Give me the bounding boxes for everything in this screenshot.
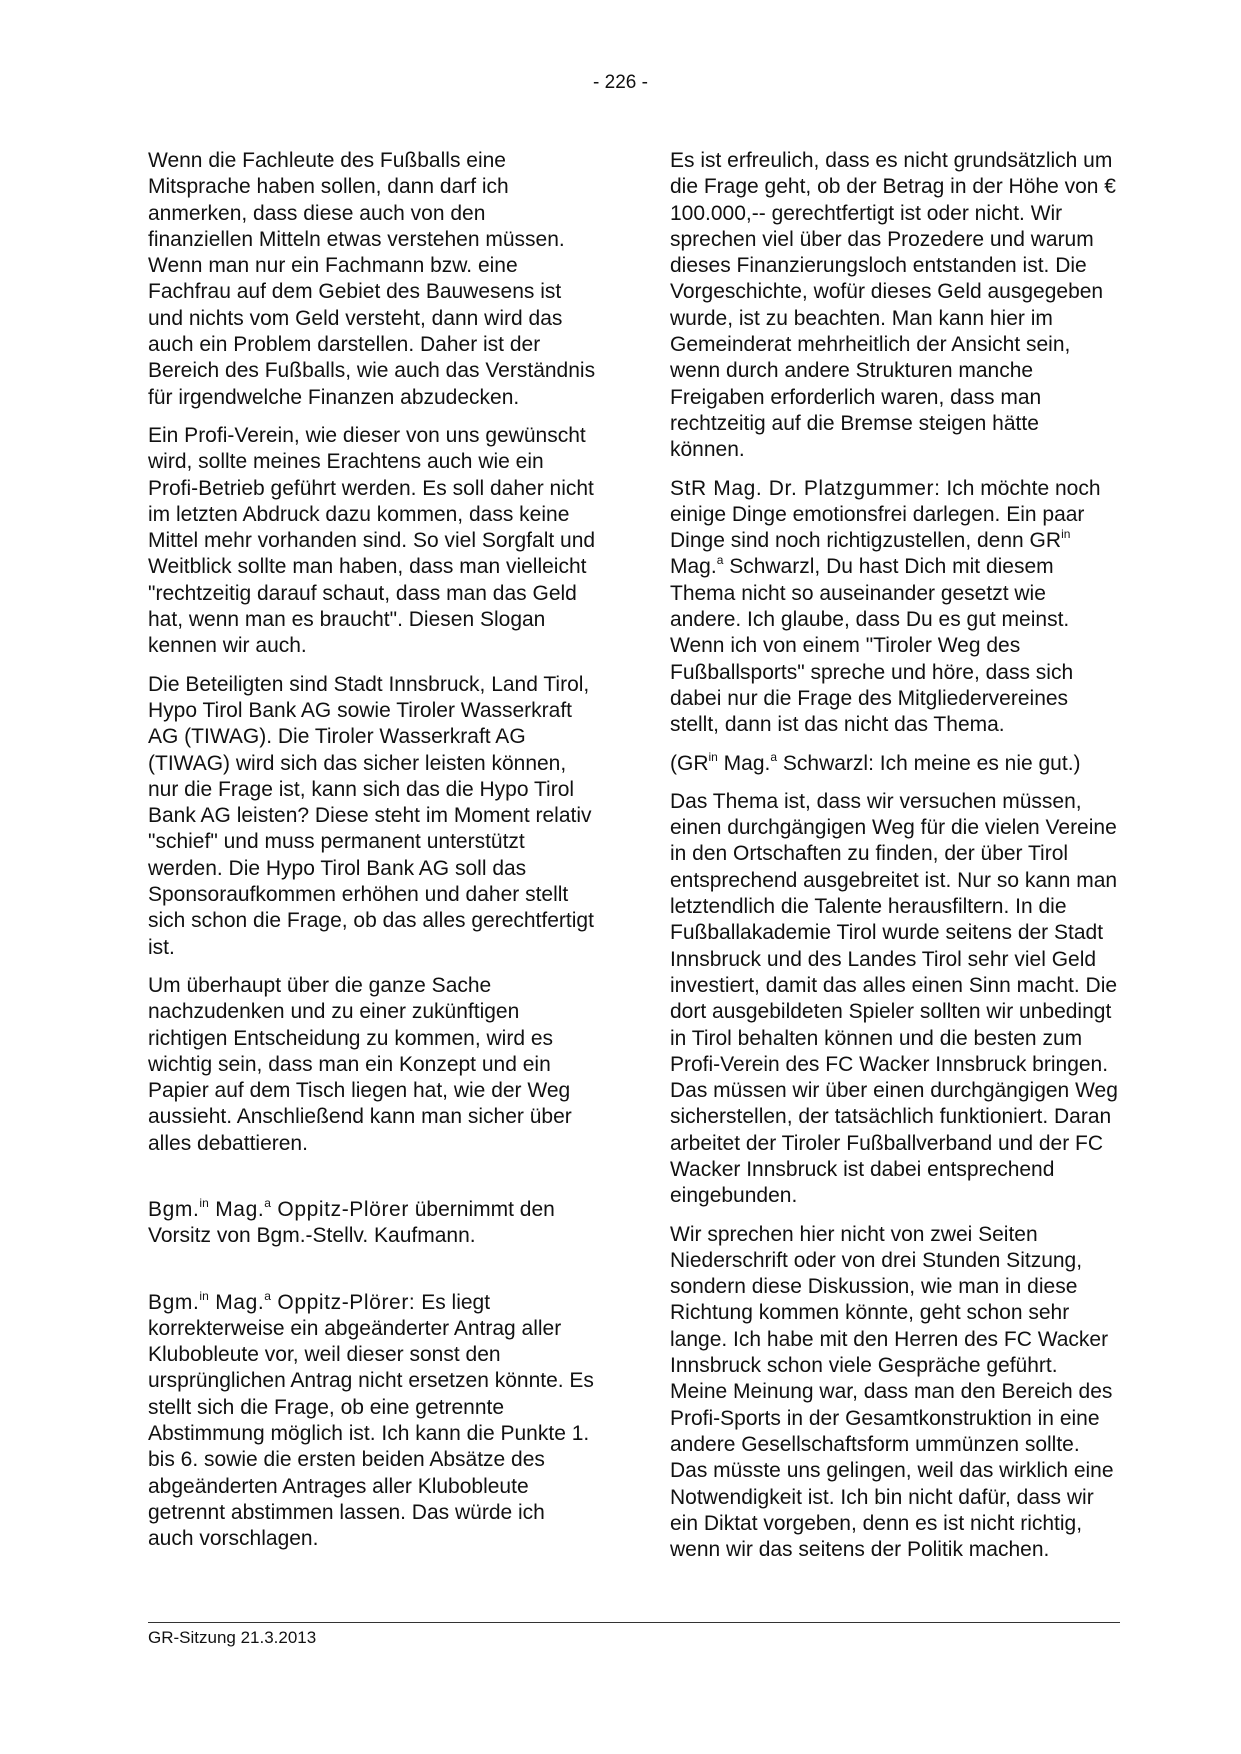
paragraph-text: Mag. [717,751,771,775]
superscript: in [1061,527,1071,542]
paragraph: Ein Profi-Verein, wie dieser von uns gewünscht wird, sollte meines Erachtens auch wie ein Profi-Betrieb geführt werden. Es soll daher nicht im letzten Abdruck dazu kommen, dass keine Mittel mehr vorhanden sind. So viel Sorgfalt und Weitblick sollte man haben, dass man vielleicht "rechtzeitig darauf schaut, dass man das Geld hat, wenn man es braucht". Diesen Slogan kennen wir auch. [148,423,596,658]
paragraph-text: Schwarzl, Du hast Dich mit diesem Thema nicht so auseinander gesetzt wie andere. Ich glaube, dass Du es gut meinst. Wenn ich von einem "Tiroler Weg des Fußballsports" spreche und höre, dass sich dabei nur die Frage des Mitgliedervereines stellt, dann ist das nicht das Thema. [670,555,1074,737]
left-column [148,148,596,1565]
speaker-name: Oppitz-Plörer: [270,1290,416,1314]
right-column [670,148,1118,1575]
footer-divider [148,1622,1120,1623]
superscript: in [199,1288,209,1303]
paragraph-text: Schwarzl: Ich meine es nie gut.) [777,751,1081,775]
page-number: - 226 - [593,72,648,93]
superscript: a [264,1195,271,1210]
speaker-name: StR Mag. Dr. Platzgummer: [670,476,941,500]
chair-change-note [148,1197,596,1250]
footer: GR-Sitzung 21.3.2013 [148,1628,317,1647]
paragraph-text: (GR [670,751,709,775]
paragraph: Es ist erfreulich, dass es nicht grundsätzlich um die Frage geht, ob der Betrag in der Höhe von € 100.000,-- gerechtfertigt ist oder nicht. Wir sprechen viel über das Prozedere und warum dieses Finanzierungsloch entstanden ist. Die Vorgeschichte, wofür dieses Geld ausgegeben wurde, ist zu beachten. Man kann hier im Gemeinderat mehrheitlich der Ansicht sein, wenn durch andere Strukturen manche Freigaben erforderlich waren, dass man rechtzeitig auf die Bremse steigen hätte können. [670,149,1116,462]
paragraph: Um überhaupt über die ganze Sache nachzudenken und zu einer zukünftigen richtigen Entscheidung zu kommen, wird es wichtig sein, dass man ein Konzept und ein Papier auf dem Tisch liegen hat, wie der Weg aussieht. Anschließend kann man sicher über alles debattieren. [148,973,572,1155]
paragraph-text: Mag. [670,555,717,579]
speaker-title: Mag. [208,1197,265,1221]
paragraph: Wenn die Fachleute des Fußballs eine Mitsprache haben sollen, dann darf ich anmerken, dass diese auch von den finanziellen Mitteln etwas verstehen müssen. Wenn man nur ein Fachmann bzw. eine Fachfrau auf dem Gebiet des Bauwesens ist und nichts vom Geld versteht, dann wird das auch ein Problem darstellen. Daher ist der Bereich des Fußballs, wie auch das Verständnis für irgendwelche Finanzen abzudecken. [148,149,596,409]
superscript: a [770,749,778,764]
speaker-name: Oppitz-Plörer [270,1197,409,1221]
paragraph-text: Es liegt korrekterweise ein abgeänderter Antrag aller Klubobleute vor, weil dieser sonst den ursprünglichen Antrag nicht ersetzen könnte. Es stellt sich die Frage, ob eine getrennte Abstimmung möglich ist. Ich kann die Punkte 1. bis 6. sowie die ersten beiden Absätze des abgeänderten Antrages aller Klubobleute getrennt abstimmen lassen. Das würde ich auch vorschlagen. [148,1290,594,1551]
speaker-title: Mag. [208,1290,265,1314]
speaker-title: Bgm. [148,1290,200,1314]
paragraph-text: Ich möchte noch einige Dinge emotionsfrei darlegen. Ein paar Dinge sind noch richtigzustellen, denn GR [670,476,1101,553]
superscript: a [716,553,724,568]
paragraph: Das Thema ist, dass wir versuchen müssen, einen durchgängigen Weg für die vielen Vereine in den Ortschaften zu finden, der über Tirol entsprechend ausgebreitet ist. Nur so kann man letztendlich die Talente herausfiltern. In die Fußballakademie Tirol wurde seitens der Stadt Innsbruck und des Landes Tirol sehr viel Geld investiert, damit das alles einen Sinn macht. Die dort ausgebildeten Spieler sollten wir unbedingt in Tirol behalten können und die besten zum Profi-Verein des FC Wacker Innsbruck bringen. Das müssen wir über einen durchgängigen Weg sicherstellen, der tatsächlich funktioniert. Daran arbeitet der Tiroler Fußballverband und der FC Wacker Innsbruck ist dabei entsprechend eingebunden. [670,789,1118,1208]
paragraph-text: übernimmt den Vorsitz von Bgm.-Stellv. Kaufmann. [148,1197,555,1248]
superscript: a [264,1288,271,1303]
paragraph: Wir sprechen hier nicht von zwei Seiten Niederschrift oder von drei Stunden Sitzung, sondern diese Diskussion, wie man in diese Richtung kommen könnte, geht schon sehr lange. Ich habe mit den Herren des FC Wacker Innsbruck schon viele Gespräche geführt. Meine Meinung war, dass man den Bereich des Profi-Sports in der Gesamtkonstruktion in eine andere Gesellschaftsform ummünzen sollte. Das müsste uns gelingen, weil das wirklich eine Notwendigkeit ist. Ich bin nicht dafür, dass wir ein Diktat vorgeben, denn es ist nicht richtig, wenn wir das seitens der Politik machen. [670,1222,1114,1562]
superscript: in [199,1195,209,1210]
paragraph: Die Beteiligten sind Stadt Innsbruck, Land Tirol, Hypo Tirol Bank AG sowie Tiroler Wasserkraft AG (TIWAG). Die Tiroler Wasserkraft AG (TIWAG) wird sich das sicher leisten können, nur die Frage ist, kann sich das die Hypo Tirol Bank AG leisten? Diese steht im Moment relativ "schief" und muss permanent unterstützt werden. Die Hypo Tirol Bank AG soll das Sponsoraufkommen erhöhen und daher stellt sich schon die Frage, ob das alles gerechtfertigt ist. [148,672,594,959]
speech-paragraph [148,1290,596,1553]
speech-paragraph [670,476,1118,739]
interjection [670,751,1118,777]
speaker-title: Bgm. [148,1197,200,1221]
superscript: in [708,749,718,764]
